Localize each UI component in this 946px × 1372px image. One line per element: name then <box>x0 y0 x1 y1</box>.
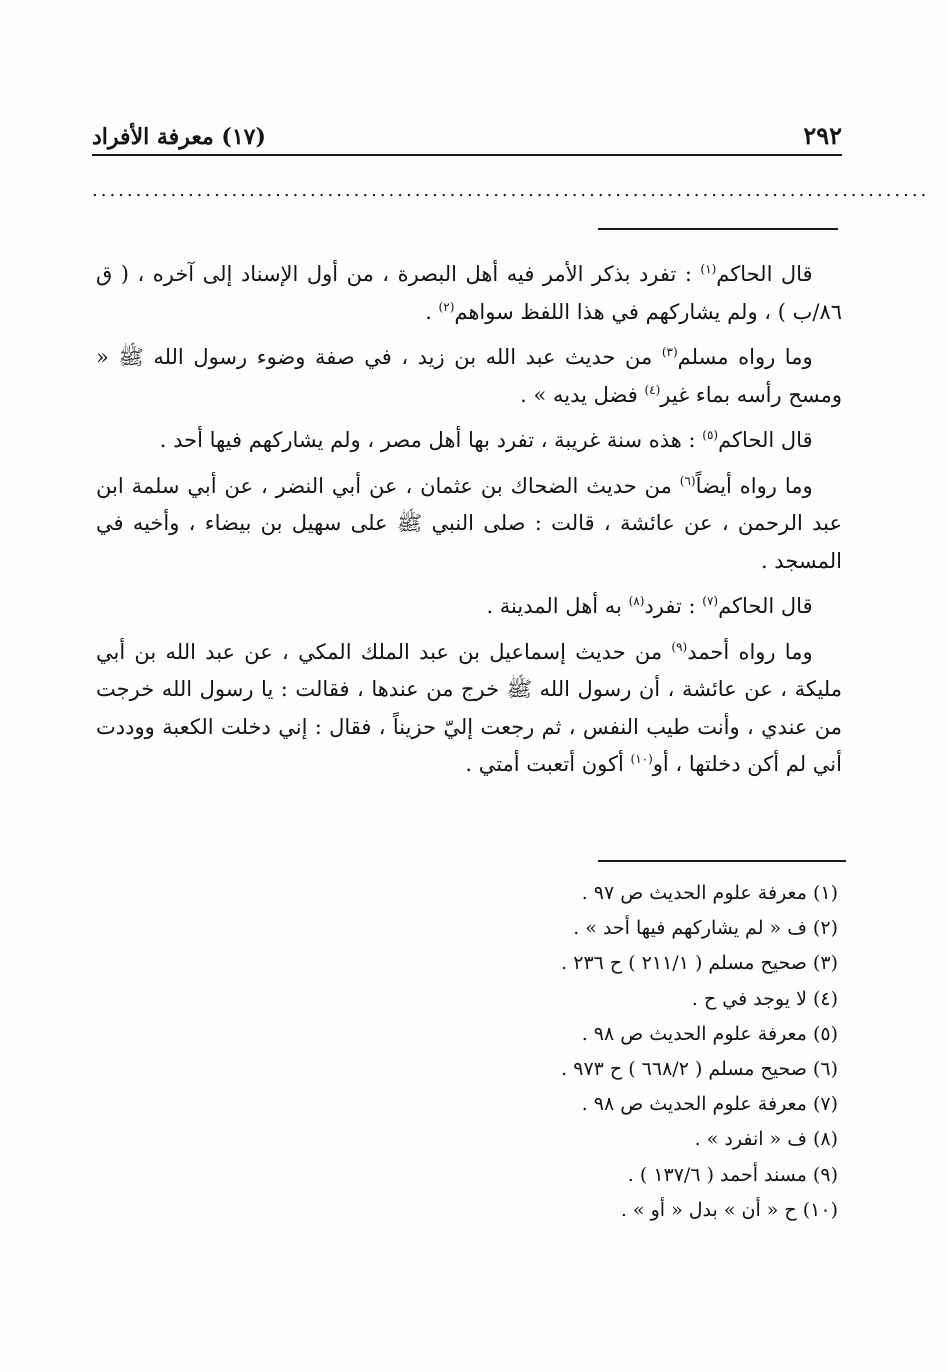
footnote-item: (٥) معرفة علوم الحديث ص ٩٨ . <box>581 1022 838 1045</box>
paragraph-text: : تفرد بذكر الأمر فيه أهل البصرة ، من أول الإسناد إلى آخره ، ( ق ٨٦/ب ) ، ولم يشاركهم في هذا اللفظ سواهم <box>96 262 842 324</box>
paragraph-text: به أهل المدينة . <box>486 594 629 618</box>
footnote-item: (٨) ف « انفرد » . <box>694 1128 838 1151</box>
main-text <box>96 256 842 792</box>
footnote-reference: (٦) <box>679 473 696 488</box>
paragraph-text: وما رواه أيضاً <box>695 473 813 498</box>
ellipsis-line: ................................................................................................ <box>92 180 930 201</box>
footnote-item: (٩) مسند أحمد ( ١٣٧/٦ ) . <box>627 1163 838 1186</box>
footnote-item: (١٠) ح « أن » بدل « أو » . <box>620 1198 838 1221</box>
paragraph-text: من حديث إسماعيل بن عبد الملك المكي ، عن عبد الله بن أبي مليكة ، عن عائشة ، أن رسول الله ﷺ خرج من عندها ، فقالت : يا رسول الله خرجت من عندي ، وأنت طيب النفس ، ثم رجعت إليّ حزيناً ، فقال : إني دخلت الكعبة ووددت أني لم أكن دخلتها ، أو <box>96 639 842 776</box>
paragraph-text: قال الحاكم <box>716 262 813 286</box>
paragraph-text: وما رواه مسلم <box>677 345 813 369</box>
paragraph-text: قال الحاكم <box>718 428 813 452</box>
footnote-item: (٢) ف « لم يشاركهم فيها أحد » . <box>573 917 838 940</box>
footnote-item: (٧) معرفة علوم الحديث ص ٩٨ . <box>581 1093 838 1116</box>
footnote-item: (٣) صحيح مسلم ( ٢١١/١ ) ح ٢٣٦ . <box>561 952 838 975</box>
footnote-item: (٤) لا يوجد في ح . <box>691 987 838 1010</box>
paragraph-text: أكون أتعبت أمتي . <box>465 752 631 776</box>
footnote-reference: (٥) <box>702 428 719 442</box>
paragraph-text: فضل يديه » . <box>520 382 645 407</box>
footnote-item: (٦) صحيح مسلم ( ٦٦٨/٢ ) ح ٩٧٣ . <box>561 1058 838 1081</box>
paragraph <box>96 634 842 784</box>
paragraph <box>96 588 842 626</box>
paragraph-text: من حديث الضحاك بن عثمان ، عن أبي النضر ، عن أبي سلمة ابن عبد الرحمن ، عن عائشة ، قالت : صلى النبي ﷺ على سهيل بن بيضاء ، وأخيه في المسجد . <box>96 473 842 573</box>
footnote-reference: (٤) <box>644 382 661 397</box>
footnote-item: (١) معرفة علوم الحديث ص ٩٧ . <box>581 882 838 904</box>
footnote-reference: (٩) <box>671 639 688 654</box>
footnote-reference: (٨) <box>628 594 645 608</box>
footnote-reference: (١٠) <box>630 752 653 766</box>
paragraph-text: قال الحاكم <box>718 594 813 618</box>
footnote-reference: (٧) <box>702 594 719 608</box>
paragraph-text: من حديث عبد الله بن زيد ، في صفة وضوء رسول الله ﷺ « ومسح رأسه بماء غير <box>96 345 842 407</box>
paragraph-text: وما رواه أحمد <box>687 639 813 664</box>
paragraph <box>96 468 842 581</box>
footnote-reference: (٣) <box>661 345 678 359</box>
running-title: (١٧) معرفة الأفراد <box>92 124 266 150</box>
paragraph-text: : هذه سنة غريبة ، تفرد بها أهل مصر ، ولم يشاركهم فيها أحد . <box>159 428 703 452</box>
footnote-reference: (١) <box>700 262 717 276</box>
footnote-divider <box>598 860 846 862</box>
footnote-reference: (٢) <box>438 299 455 314</box>
section-divider <box>598 228 838 230</box>
paragraph-text: . <box>425 299 439 324</box>
paragraph <box>96 422 842 460</box>
page-header <box>92 114 842 156</box>
page-number: ٢٩٢ <box>803 121 842 150</box>
paragraph <box>96 256 842 331</box>
paragraph <box>96 339 842 414</box>
paragraph-text: : تفرد <box>644 594 703 618</box>
footnotes <box>96 876 838 1228</box>
